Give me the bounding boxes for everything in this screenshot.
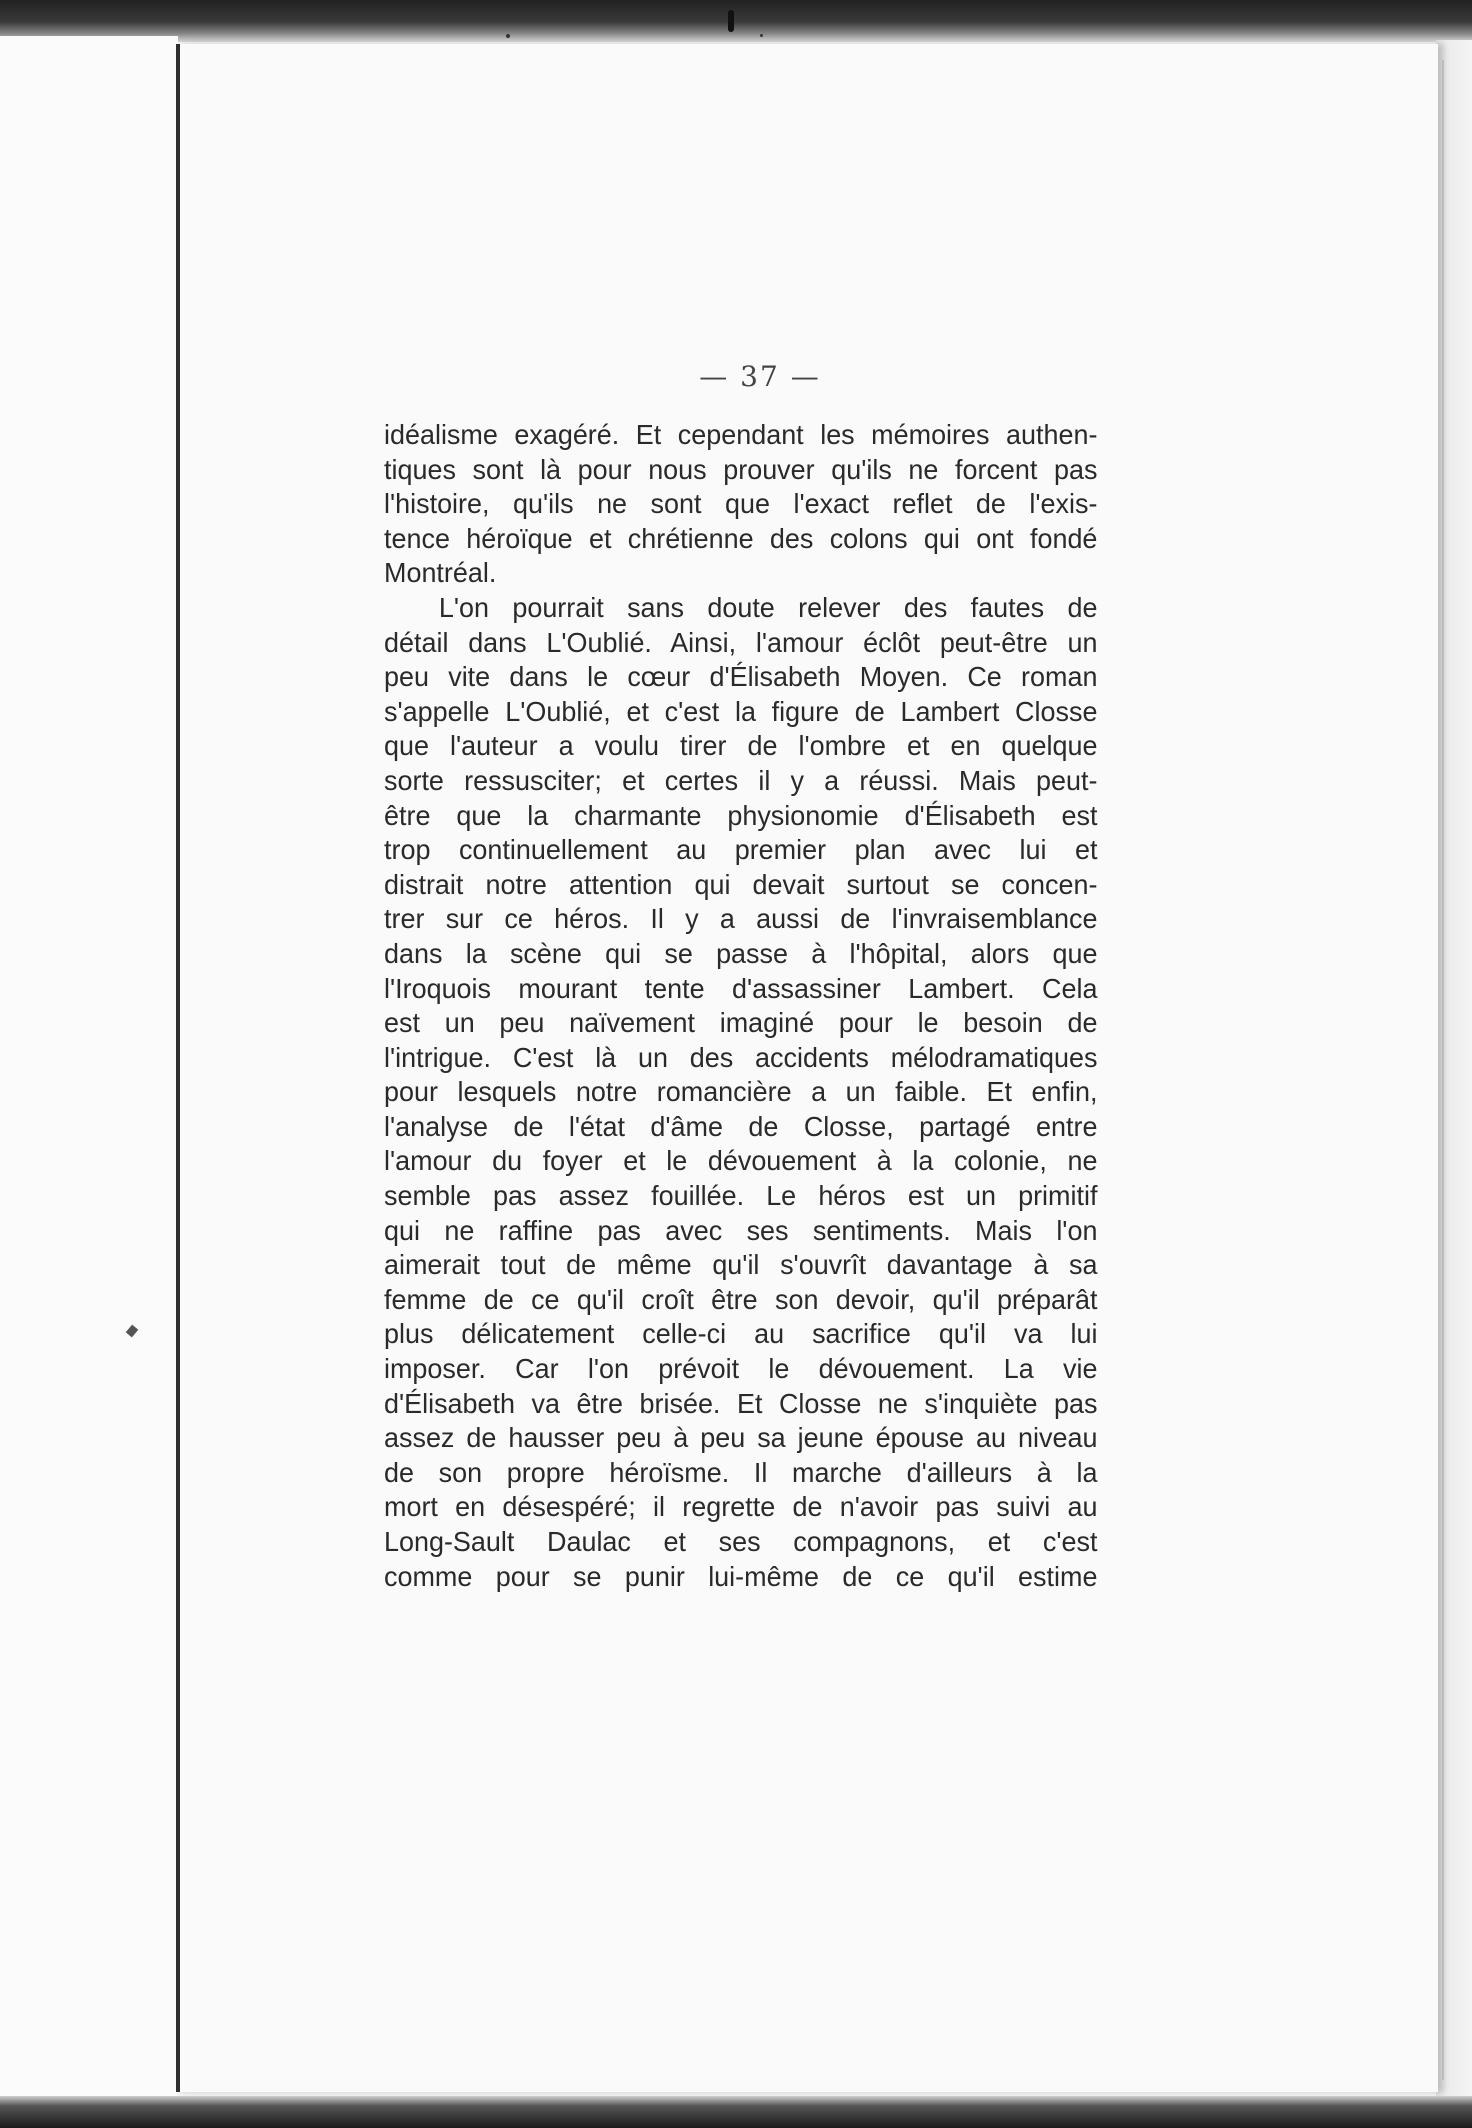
text-line: idéalisme exagéré. Et cependant les mémoires authen- <box>384 419 1098 450</box>
text-line: imposer. Car l'on prévoit le dévouement. La vie <box>384 1353 1098 1385</box>
text-line: l'histoire, qu'ils ne sont que l'exact reflet de l'exis- <box>384 488 1098 520</box>
text-line: L'on pourrait sans doute relever des fautes de <box>438 591 1098 623</box>
text-line: s'appelle L'Oublié, et c'est la figure de Lambert Closse <box>384 695 1098 727</box>
text-line: trer sur ce héros. Il y a aussi de l'invraisemblance <box>384 903 1098 935</box>
text-line: Long-Sault Daulac et ses compagnons, et c'est <box>384 1526 1098 1557</box>
ink-speck <box>760 34 763 37</box>
text-line: plus délicatement celle-ci au sacrifice qu'il va lui <box>384 1318 1098 1350</box>
text-line: de son propre héroïsme. Il marche d'ailleurs à la <box>384 1456 1098 1488</box>
text-line: femme de ce qu'il croît être son devoir, qu'il préparât <box>384 1283 1098 1315</box>
text-line: que l'auteur a voulu tirer de l'ombre et en quelque <box>384 730 1098 762</box>
text-line: distrait notre attention qui devait surtout se concen- <box>384 868 1098 900</box>
page-number: — 37 — <box>699 360 821 393</box>
text-line: aimerait tout de même qu'il s'ouvrît davantage à sa <box>384 1249 1098 1281</box>
scan-bottom-border <box>0 2096 1472 2128</box>
text-line: qui ne raffine pas avec ses sentiments. Mais l'on <box>384 1214 1098 1246</box>
text-line: l'analyse de l'état d'âme de Closse, partagé entre <box>384 1110 1098 1142</box>
text-line: dans la scène qui se passe à l'hôpital, alors que <box>384 937 1098 969</box>
text-line: est un peu naïvement imaginé pour le besoin de <box>384 1007 1098 1039</box>
scan-top-border <box>0 0 1472 42</box>
ink-speck <box>728 10 734 32</box>
body-text <box>384 418 1112 1594</box>
facing-page-left <box>0 36 178 2100</box>
text-line: sorte ressusciter; et certes il y a réussi. Mais peut- <box>384 764 1098 796</box>
text-line: l'amour du foyer et le dévouement à la colonie, ne <box>384 1145 1098 1177</box>
text-line: tence héroïque et chrétienne des colons qui ont fondé <box>384 522 1098 554</box>
text-line: Montréal. <box>384 557 497 589</box>
text-line: pour lesquels notre romancière a un faible. Et enfin, <box>384 1076 1098 1108</box>
text-line: trop continuellement au premier plan avec lui et <box>384 834 1098 866</box>
text-line: l'Iroquois mourant tente d'assassiner Lambert. Cela <box>384 972 1098 1004</box>
text-line: assez de hausser peu à peu sa jeune épouse au niveau <box>384 1422 1098 1454</box>
text-line: être que la charmante physionomie d'Élisabeth est <box>384 799 1098 831</box>
text-line: mort en désespéré; il regrette de n'avoir pas suivi au <box>384 1491 1098 1523</box>
page-edge-line <box>1442 60 1444 2080</box>
text-line: peu vite dans le cœur d'Élisabeth Moyen. Ce roman <box>384 661 1098 693</box>
text-line: l'intrigue. C'est là un des accidents mélodramatiques <box>384 1041 1098 1073</box>
ink-speck <box>506 34 510 38</box>
text-line: comme pour se punir lui-même de ce qu'il estime <box>384 1560 1098 1592</box>
text-line: tiques sont là pour nous prouver qu'ils ne forcent pas <box>384 453 1098 485</box>
text-line: détail dans L'Oublié. Ainsi, l'amour éclôt peut-être un <box>384 626 1098 658</box>
text-line: d'Élisabeth va être brisée. Et Closse ne s'inquiète pas <box>384 1387 1098 1419</box>
text-line: semble pas assez fouillée. Le héros est un primitif <box>384 1180 1098 1212</box>
